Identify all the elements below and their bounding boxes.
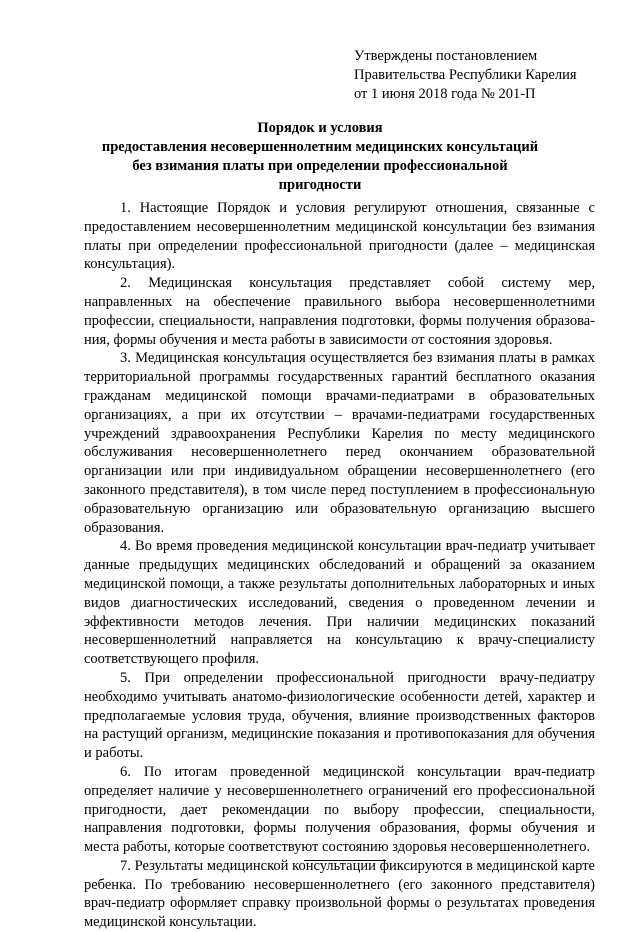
paragraph-6: 6. По итогам проведенной медицинской консультации врач-педиатр определяет наличие у несовершеннолетнего ограничений его профессиональной пригодности, дает рекомендации по выбору профессии, специальности, направления подготовки, формы получения образования, формы обучения и места работы, которые соответствуют состоянию здоровья несовершеннолетнего. — [84, 763, 595, 856]
paragraph-7: 7. Результаты медицинской консультации фиксируются в медицинской карте ребенка. По требованию несовершеннолетнего (его законного представителя) врач-педиатр оформляет справку произвольной формы о результатах проведения медицинской консультации. — [84, 857, 595, 931]
document-title — [80, 119, 560, 195]
approval-line: от 1 июня 2018 года № 201-П — [354, 86, 536, 102]
title-line: предоставления несовершеннолетним медицинских консультаций — [101, 139, 539, 155]
end-divider — [304, 860, 386, 861]
title-line: без взимания платы при определении профессиональной — [132, 158, 508, 174]
approval-line: Правительства Республики Карелия — [354, 67, 577, 83]
approval-line: Утверждены постановлением — [354, 48, 538, 64]
paragraph-4: 4. Во время проведения медицинской консультации врач-педиатр учитывает данные предыдущих медицинских обследований и обращений за оказанием медицинской помощи, а также результаты дополнительных лабораторных и иных видов диагностических исследований, сведения о проведенном лечении и эффективности методов лечения. При наличии медицинских показаний несовершеннолетний направляется на консультацию к врачу-специалисту соответствующего профиля. — [84, 538, 595, 668]
title-line: пригодности — [278, 177, 362, 193]
paragraph-2: 2. Медицинская консультация представляет собой систему мер, направленных на обеспечение правильного выбора несовершеннолетними профессии, специальности, направления подготовки, формы получения образова-ния, формы обучения и места работы в зависимости от состояния здоровья. — [84, 275, 595, 348]
paragraph-3: 3. Медицинская консультация осуществляется без взимания платы в рамках территориальной программы государственных гарантий бесплатного оказания гражданам медицинской помощи врачами-педиатрами в образовательных организациях, а при их отсутствии – врачами-педиатрами государственных учреждений здравоохранения Республики Карелия по месту медицинского обслуживания несовершеннолетнего перед окончанием образовательной организации или при индивидуальном обращении несовершеннолетнего (его законного представителя), в том числе перед поступлением в профессиональную образовательную организацию или образовательную организацию высшего образования. — [84, 350, 595, 536]
paragraph-5: 5. При определении профессиональной пригодности врачу-педиатру необходимо учитывать анатомо-физиологические особенности детей, характер и предполагаемые условия труда, обучения, влияние производственных факторов на растущий организм, медицинские показания и противопоказания для обучения и работы. — [84, 669, 595, 762]
paragraph-1: 1. Настоящие Порядок и условия регулируют отношения, связанные с предоставлением несовершеннолетним медицинской консультации без взимания платы при определении профессиональной пригодности (далее – медицинская консультация). — [84, 200, 595, 273]
title-line: Порядок и условия — [257, 120, 383, 136]
document-body — [84, 199, 595, 932]
approval-block — [354, 47, 624, 104]
